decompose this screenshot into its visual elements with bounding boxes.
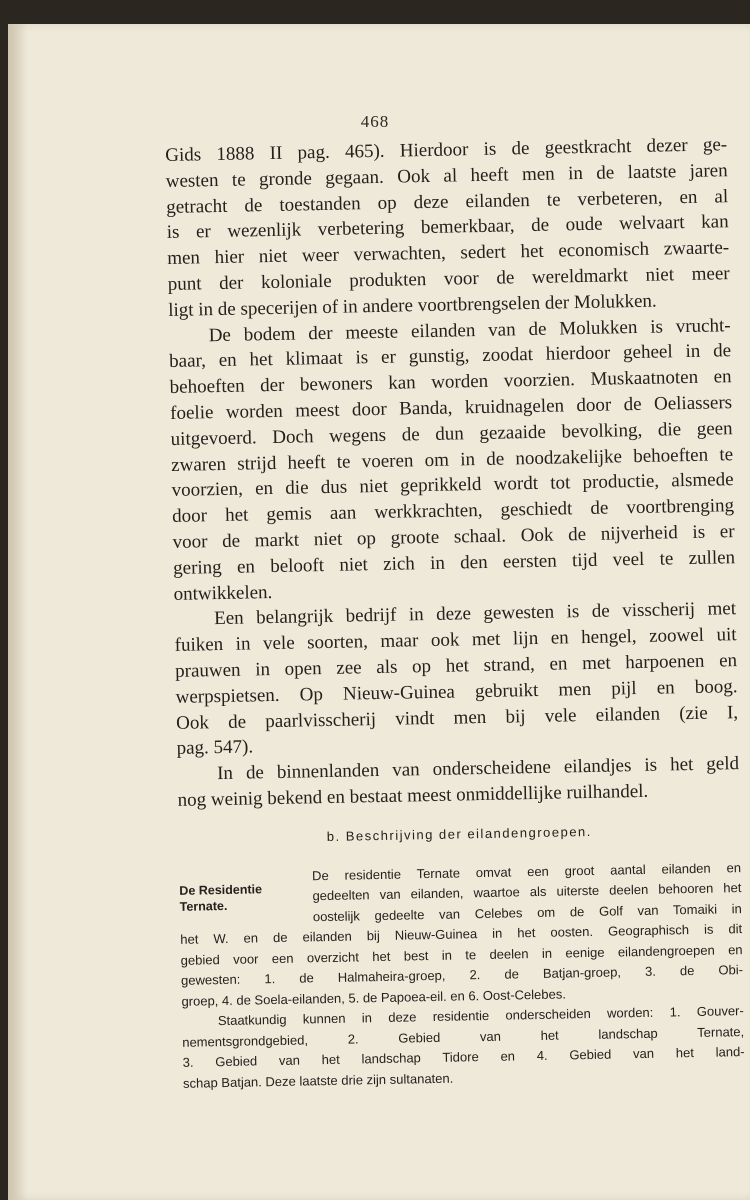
text-line: men hier niet weer verwachten, sedert het economisch zwaarte-: [167, 237, 730, 270]
text-line: gering en belooft niet zich in den eersten tijd veel te zullen: [172, 546, 736, 579]
text-line: nog weinig bekend en bestaat meest onmiddellijke ruilhandel.: [177, 780, 649, 811]
page-number: 468: [360, 112, 390, 131]
text-line: zwaren strijd heeft te voeren om in de noodzakelijke behoeften te: [170, 443, 734, 476]
text-line: ligt in de specerijen of in andere voortbrengselen der Molukken.: [168, 290, 657, 321]
body-paragraphs: [165, 132, 740, 813]
small-print-text: [179, 858, 745, 1094]
text-line: De bodem der meeste eilanden van de Molukken is vrucht-: [208, 314, 731, 346]
small-text-line: het W. en de eilanden bij Nieuw-Guinea in het oosten. Geographisch is dit: [180, 921, 743, 948]
page-text: [165, 132, 745, 1094]
text-line: werpspietsen. Op Nieuw-Guinea gebruikt men pijl en boog.: [175, 675, 738, 708]
small-text-line: 3. Gebied van het landschap Tidore en 4. Gebied van het land-: [182, 1044, 745, 1071]
text-line: uitgevoerd. Doch wegens de dun gezaaide bevolking, die geen: [170, 417, 733, 450]
section-heading: b. Beschrijving der eilandengroepen.: [326, 823, 592, 844]
small-text-line: schap Batjan. Deze laatste drie zijn sultanaten.: [182, 1070, 454, 1091]
text-line: westen te gronde gegaan. Ook al heeft men in de laatste jaren: [165, 160, 728, 192]
small-text-line: gebied voor een overzicht het best in te deelen in eenige eilandengroepen en: [180, 941, 743, 968]
text-line: Een belangrijk bedrijf in deze gewesten is de visscherij met: [213, 598, 737, 630]
small-text-line: De residentie Ternate omvat een groot aantal eilanden en: [311, 859, 742, 884]
text-line: In de binnenlanden van onderscheidene eilandjes is het geld: [216, 753, 740, 785]
text-line: foelie worden meest door Banda, kruidnagelen door de Oeliassers: [169, 392, 733, 424]
small-text-line: groep, 4. de Soela-eilanden, 5. de Papoea-eil. en 6. Oost-Celebes.: [181, 986, 567, 1009]
text-line: behoeften der bewoners kan worden voorzien. Muskaatnoten en: [169, 366, 732, 399]
small-text-line: nementsgrondgebied, 2. Gebied van het landschap Ternate,: [182, 1023, 745, 1050]
text-line: getracht de toestanden op deze eilanden te verbeteren, en al: [166, 185, 729, 218]
margin-note-line: Ternate.: [179, 898, 228, 914]
text-line: Ook de paarlvisscherij vindt men bij vele eilanden (zie I,: [175, 701, 739, 734]
margin-note-line: De Residentie: [179, 881, 263, 898]
margin-note: [179, 881, 262, 915]
text-line: baar, en het klimaat is er gunstig, zoodat hierdoor geheel in de: [169, 340, 732, 373]
text-line: fuiken in vele soorten, maar ook met lijn en hengel, zoowel uit: [174, 624, 737, 657]
small-text-line: Staatkundig kunnen in deze residentie onderscheiden worden: 1. Gouver-: [217, 1003, 744, 1029]
small-text-line: oostelijk gedeelte van Celebes om de Golf van Tomaiki in: [312, 900, 742, 925]
page-edge-shadow: [8, 24, 28, 1200]
text-line: is er wezenlijk verbetering bemerkbaar, de oude welvaart kan: [166, 211, 729, 244]
text-line: pag. 547).: [176, 736, 254, 760]
residentie-ternate-section: [179, 858, 745, 1094]
small-text-line: gedeelten van eilanden, waartoe als uiterste deelen behooren het: [312, 880, 742, 904]
text-line: voor de markt niet op groote schaal. Ook de nijverheid is er: [172, 521, 735, 553]
text-line: punt der koloniale produkten voor de wereldmarkt niet meer: [167, 263, 730, 295]
text-line: Gids 1888 II pag. 465). Hierdoor is de geestkracht dezer ge-: [165, 134, 728, 166]
text-line: ontwikkelen.: [173, 581, 273, 605]
text-line: voorzien, en die dus niet geprikkeld wordt tot productie, alsmede: [171, 469, 734, 502]
small-text-line: gewesten: 1. de Halmaheira-groep, 2. de Batjan-groep, 3. de Obi-: [180, 962, 744, 989]
text-line: door het gemis aan werkkrachten, geschiedt de voortbrenging: [171, 495, 735, 528]
text-line: prauwen in open zee als op het strand, en met harpoenen en: [174, 650, 738, 682]
